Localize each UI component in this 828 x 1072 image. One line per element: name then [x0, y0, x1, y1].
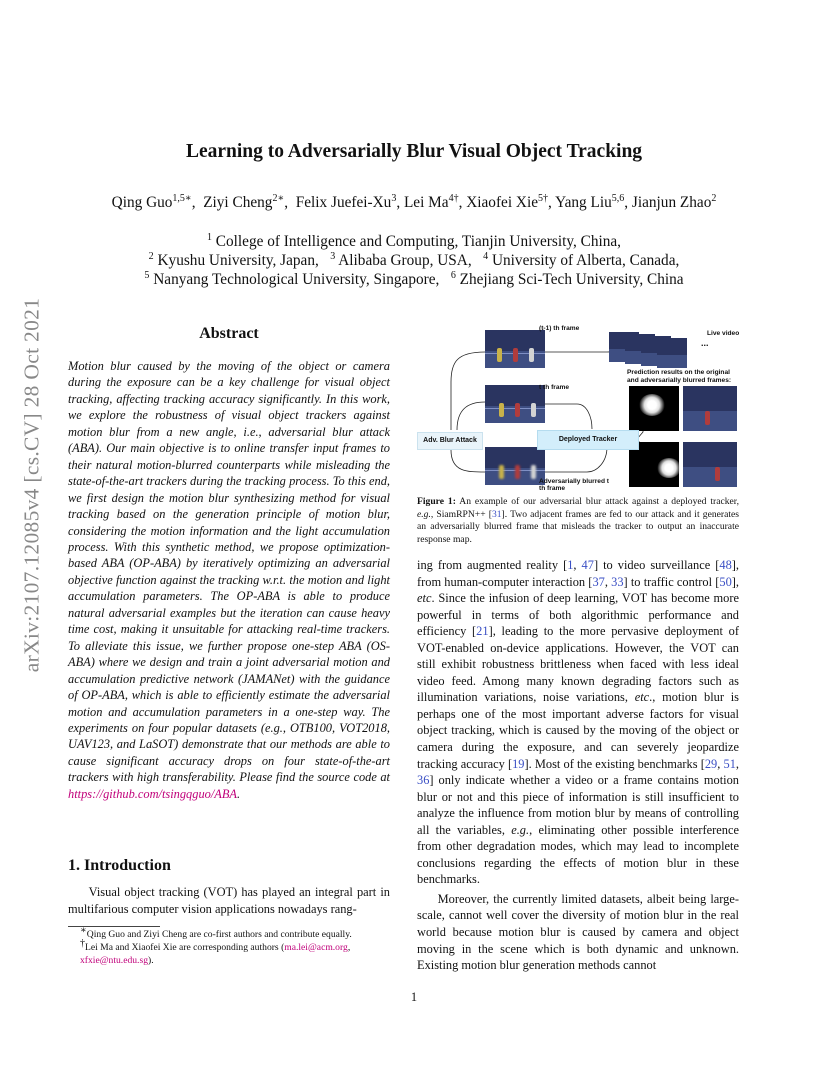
- label-live-video: Live video: [707, 330, 740, 337]
- source-code-link[interactable]: https://github.com/tsingqguo/ABA: [68, 786, 237, 801]
- prediction-original-frame: [683, 386, 737, 431]
- paper-title: Learning to Adversarially Blur Visual Object Tracking: [185, 141, 643, 162]
- author-list: Qing Guo$^{1,5∗}$, Ziyi Cheng$^{2∗}$, Felix Juefei-Xu$^3$, Lei $Ma^{4\dagger}$, Xiaofei Xie$^{5\dagger}$, Yang Liu$^{5,6}$, Jianjun Zhao$^2$: [111, 192, 717, 211]
- frame-t-thumbnail: [485, 385, 545, 423]
- prediction-blurred-frame: [683, 442, 737, 487]
- footnote-2: †Lei Ma and Xiaofei Xie are corresponding authors (ma.lei@acm.org, xfxie@ntu.edu.sg).: [80, 937, 351, 966]
- affiliation-line-1: $^1$ College of Intelligence and Computing, Tianjin University, China,: [206, 231, 621, 250]
- section-heading-introduction: 1. Introduction: [68, 857, 171, 874]
- intro-paragraph-right-1: ing from augmented reality [1, 47] to video surveillance [48], from human-computer interaction [37, 33] to traffic control [50], etc. Since the infusion of deep learning, VOT has become more powerful in terms of both algorithmic performance and efficiency [21], leading to the more pervasive deployment of VOT-enabled on-device applications. However, the VOT can still exhibit robustness brittleness when faced with less ideal video feed. Among many known degrading factors such as illumination variations, noise variations, etc., motion blur is perhaps one of the most important adverse factors for visual object tracking, which is caused by the moving of the object or camera during the exposure, and can severely jeopardize tracking accuracy [19]. Most of the existing benchmarks [29, 51, 36] only indicate whether a video or a frame contains motion blur or not and this piece of information is still insufficient to analyze the influence from motion blur by means of controlling all the variables, e.g., eliminating other possible interference from other degradation modes, which may lead to incomplete conclusions regarding the effects of motion blur in these benchmarks.: [417, 558, 739, 887]
- page-number: 1: [410, 990, 418, 1004]
- arxiv-sidebar: [12, 285, 52, 685]
- intro-right-column: [417, 557, 739, 974]
- footnotes: [68, 924, 390, 967]
- frame-blurred-thumbnail: [485, 447, 545, 485]
- live-video-frame-4: [657, 338, 687, 368]
- abstract-end: .: [237, 786, 241, 801]
- label-dots: ...: [701, 338, 709, 348]
- footnote-1: ∗Qing Guo and Ziyi Cheng are co-first authors and contribute equally.: [80, 924, 352, 940]
- response-map-original: [629, 386, 679, 431]
- affiliation-line-2: $^2$ Kyushu University, Japan, $^3$ Alibaba Group, USA, $^4$ University of Alberta, Canada,: [148, 250, 680, 269]
- label-prev-frame: (t-1) th frame: [539, 325, 580, 332]
- abstract-heading: Abstract: [199, 325, 259, 342]
- abstract-text: Motion blur caused by the moving of the object or camera during the exposure can be a key challenge for visual object tracking, affecting tracking accuracy significantly. In this work, we explore the robustness of visual object trackers against motion blur from a new angle, i.e., adversarial blur attack (ABA). Our main objective is to online transfer input frames to their natural motion-blurred counterparts while misleading the state-of-the-art trackers during the tracking process. To this end, we first design the motion blur synthesizing method for visual tracking based on the generation principle of motion blur, considering the motion information and the light accumulation process. With this synthetic method, we propose optimization-based ABA (OP-ABA) by iteratively optimizing an adversarial objective function against the tracking w.r.t. the motion and light accumulation parameters. The OP-ABA is able to produce natural adversarial examples but the iteration can cause heavy time cost, making it unsuitable for attacking real-time trackers. To alleviate this issue, we further propose one-step ABA (OS-ABA) where we design and train a joint adversarial motion and accumulation predictive network (JAMANet) with the guidance of OP-ABA, which is able to efficiently estimate the adversarial motion and accumulation parameters in a one-step way. The experiments on four popular datasets (e.g., OTB100, VOT2018, UAV123, and LaSOT) demonstrate that our methods are able to cause significant accuracy drops on four state-of-the-art trackers with high transferability. Please find the source code at: [68, 359, 390, 785]
- label-prediction: Prediction results on the original and adversarially blurred frames:: [627, 369, 732, 384]
- label-t-frame: t th frame: [539, 384, 570, 391]
- figure-1: [417, 322, 739, 492]
- frame-prev-thumbnail: [485, 330, 545, 368]
- affiliation-line-3: $^5$ Nanyang Technological University, Singapore, $^6$ Zhejiang Sci-Tech University, China: [144, 269, 684, 288]
- intro-paragraph-right-2: Moreover, the currently limited datasets, albeit being large-scale, cannot well cover the diversity of motion blur in the real world because motion blur is caused by camera and object moving in the scene which is both dynamic and unknown. Existing motion blur generation methods cannot: [417, 891, 739, 973]
- label-blurred-frame: Adversarially blurred t th frame: [539, 478, 609, 492]
- abstract-body: [68, 358, 390, 802]
- deployed-tracker-box: Deployed Tracker: [537, 430, 639, 450]
- intro-paragraph-left: Visual object tracking (VOT) has played an integral part in multifarious computer vision applications nowadays rang-: [68, 885, 390, 916]
- arxiv-id: arXiv:2107.12085v4 [cs.CV] 28 Oct 2021: [19, 297, 44, 673]
- adv-blur-attack-box: Adv. Blur Attack: [417, 432, 483, 450]
- figure-1-caption: Figure 1: An example of our adversarial blur attack against a deployed tracker, e.g., SiamRPN++ [31]. Two adjacent frames are fed to our attack and it generates an adversarially blurred frame that misleads the tracker to output an inaccurate response map.: [417, 496, 739, 546]
